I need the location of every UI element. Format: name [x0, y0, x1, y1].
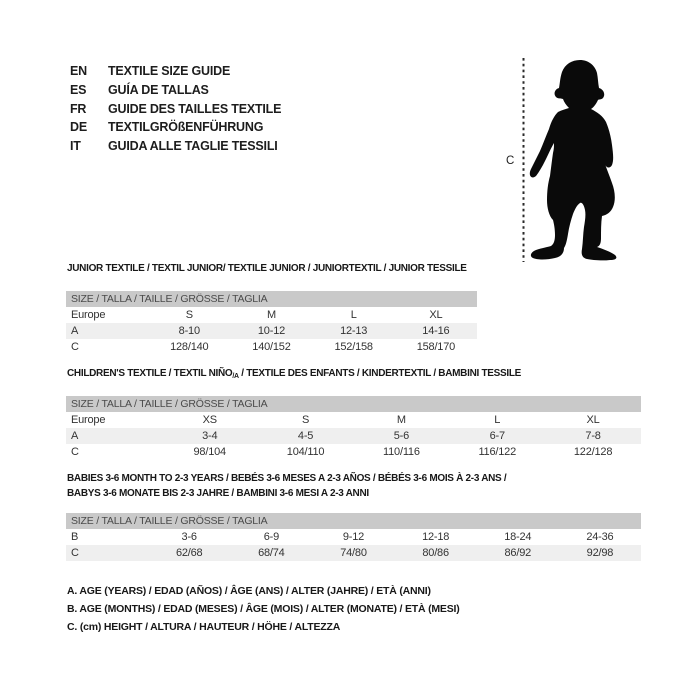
- table-header-row: [66, 513, 641, 529]
- row-label-cell: C: [71, 341, 79, 353]
- table-row: [66, 412, 641, 428]
- title-line: BABYS 3-6 MONATE BIS 2-3 JAHRE / BAMBINI 3-6 MESI A 2-3 ANNI: [67, 488, 369, 499]
- size-cell: M: [396, 414, 406, 426]
- row-label-cell: A: [66, 323, 148, 339]
- title-part: / TEXTILE DES ENFANTS / KINDERTEXTIL / BAMBINI TESSILE: [238, 368, 522, 379]
- row-label-cell: A: [66, 428, 162, 444]
- value-cell: 3-4: [162, 428, 258, 444]
- table-row: [66, 529, 641, 545]
- table-row: [66, 307, 477, 323]
- size-header-cell: SIZE / TALLA / TAILLE / GRÖSSE / TAGLIA: [66, 513, 641, 529]
- table-row: [66, 545, 641, 561]
- value-cell: 5-6: [353, 428, 449, 444]
- lang-row-es: [70, 81, 281, 100]
- lang-label: GUIDE DES TAILLES TEXTILE: [108, 101, 282, 116]
- table-row: [66, 444, 641, 460]
- note-a: A. AGE (YEARS) / EDAD (AÑOS) / ÂGE (ANS) / ALTER (JAHRE) / ETÀ (ANNI): [67, 585, 431, 597]
- lang-code: FR: [70, 101, 87, 116]
- lang-label: TEXTILE SIZE GUIDE: [108, 64, 231, 78]
- size-cell: XL: [586, 414, 600, 426]
- value-cell: 116/122: [478, 446, 516, 458]
- lang-row-fr: [70, 100, 281, 119]
- title-part: CHILDREN'S TEXTILE / TEXTIL NIÑO: [67, 368, 233, 379]
- junior-size-table: [66, 291, 477, 355]
- value-cell: 104/110: [286, 446, 325, 458]
- lang-row-de: [70, 118, 281, 137]
- value-cell: 3-6: [181, 531, 197, 543]
- measure-c-label: C: [506, 155, 515, 167]
- lang-row-it: [70, 137, 281, 156]
- value-cell: 12-13: [313, 323, 395, 339]
- childrens-size-table: [66, 396, 641, 460]
- table-row: [66, 428, 641, 444]
- value-cell: 4-5: [258, 428, 354, 444]
- lang-label: GUIDA ALLE TAGLIE TESSILI: [108, 139, 278, 154]
- lang-code: IT: [70, 139, 81, 154]
- value-cell: 7-8: [545, 428, 641, 444]
- value-cell: 6-7: [449, 428, 545, 444]
- babies-section-title: [67, 471, 637, 501]
- lang-code: EN: [70, 64, 87, 78]
- value-cell: 24-36: [586, 531, 614, 543]
- legend-notes: [67, 583, 460, 636]
- value-cell: 122/128: [573, 446, 613, 458]
- size-cell: M: [266, 309, 276, 321]
- lang-label: GUÍA DE TALLAS: [108, 82, 209, 97]
- table-header-row: [66, 291, 477, 307]
- size-cell: S: [302, 414, 310, 426]
- value-cell: 128/140: [170, 341, 209, 353]
- table-header-row: [66, 396, 641, 412]
- table-row: [66, 339, 477, 355]
- value-cell: 92/98: [559, 545, 641, 561]
- row-label-cell: B: [71, 531, 79, 543]
- value-cell: 74/80: [312, 545, 394, 561]
- value-cell: 18-24: [504, 531, 532, 543]
- title-line: BABIES 3-6 MONTH TO 2-3 YEARS / BEBÉS 3-6 MESES A 2-3 AÑOS / BÉBÉS 3-6 MOIS À 2-3 ANS /: [67, 473, 507, 484]
- size-cell: XS: [202, 414, 217, 426]
- value-cell: 8-10: [148, 323, 230, 339]
- title-subscript: /A: [232, 373, 239, 380]
- lang-code: ES: [70, 82, 87, 97]
- size-cell: S: [185, 309, 193, 321]
- size-cell: L: [350, 309, 357, 321]
- note-c: C. (cm) HEIGHT / ALTURA / HAUTEUR / HÖHE / ALTEZZA: [67, 620, 341, 633]
- childrens-section-title: [67, 368, 521, 379]
- value-cell: 10-12: [230, 323, 312, 339]
- row-label-cell: Europe: [71, 309, 106, 321]
- lang-label: TEXTILGRÖßENFÜHRUNG: [108, 120, 264, 135]
- value-cell: 110/116: [383, 446, 420, 458]
- table-row: [66, 323, 477, 339]
- lang-code: DE: [70, 120, 87, 135]
- value-cell: 98/104: [193, 446, 226, 458]
- value-cell: 86/92: [477, 545, 559, 561]
- junior-section-title: JUNIOR TEXTILE / TEXTIL JUNIOR/ TEXTILE JUNIOR / JUNIORTEXTIL / JUNIOR TESSILE: [67, 263, 467, 274]
- lang-row-en: [70, 62, 281, 81]
- value-cell: 6-9: [263, 531, 279, 543]
- toddler-silhouette-image: [520, 50, 650, 265]
- value-cell: 9-12: [342, 531, 365, 543]
- value-cell: 140/152: [252, 341, 291, 353]
- size-cell: XL: [429, 309, 443, 321]
- note-b: B. AGE (MONTHS) / EDAD (MESES) / ÂGE (MOIS) / ALTER (MONATE) / ETÀ (MESI): [67, 602, 460, 615]
- value-cell: 158/170: [416, 341, 456, 353]
- value-cell: 14-16: [395, 323, 477, 339]
- value-cell: 12-18: [422, 531, 450, 543]
- value-cell: 62/68: [148, 545, 230, 561]
- row-label-cell: C: [71, 446, 79, 458]
- value-cell: 152/158: [334, 341, 373, 353]
- row-label-cell: C: [66, 545, 148, 561]
- row-label-cell: Europe: [71, 414, 106, 426]
- babies-size-table: [66, 513, 641, 561]
- value-cell: 80/86: [395, 545, 477, 561]
- value-cell: 68/74: [230, 545, 312, 561]
- size-header-cell: SIZE / TALLA / TAILLE / GRÖSSE / TAGLIA: [66, 291, 477, 307]
- size-header-cell: SIZE / TALLA / TAILLE / GRÖSSE / TAGLIA: [66, 396, 641, 412]
- language-legend: [70, 62, 281, 156]
- size-cell: L: [494, 414, 501, 426]
